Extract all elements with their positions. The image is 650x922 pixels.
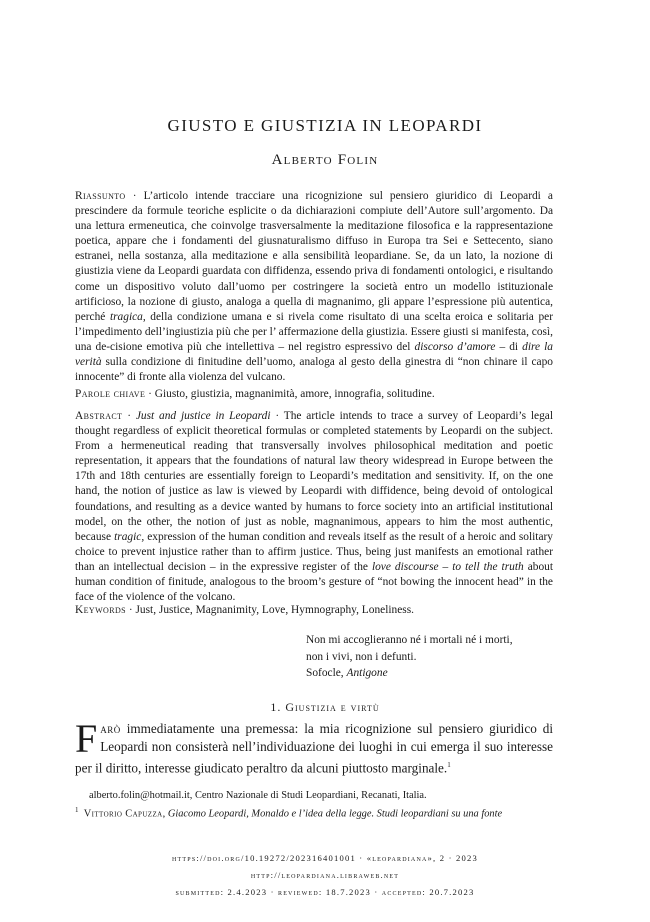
section-number: 1.	[270, 700, 282, 714]
footer-dates-line: submitted: 2.4.2023 · reviewed: 18.7.2023 · accepted: 20.7.2023	[175, 887, 475, 897]
epigraph-source	[306, 665, 566, 682]
section-heading	[0, 700, 650, 715]
parole-chiave-text: Giusto, giustizia, magnanimità, amore, innografia, solitudine.	[154, 388, 435, 400]
riassunto-italic-c: dire la verità	[75, 340, 553, 369]
keywords-text: Just, Justice, Magnanimity, Love, Hymnography, Loneliness.	[135, 604, 414, 616]
section-title: Giustizia e virtù	[285, 700, 380, 714]
riassunto-separator: ·	[125, 190, 144, 202]
abstract-text-c: about human condition of finitude, analogous to the broom’s gesture of “not bowing the innocent head” in the face of the violence of the volcano.	[75, 560, 554, 604]
article-title: GIUSTO E GIUSTIZIA IN LEOPARDI	[167, 116, 483, 135]
abstract-paragraph	[75, 409, 553, 605]
keywords-label: Keywords	[75, 604, 126, 616]
riassunto-text-b: della condizione umana e si rivela come risultato di una scelta eroica e solitaria per l’impedimento dell’ingiustizia più che per l’ affermazione della giustizia. Essere giusti si manifesta, così, una de-cisione emotiva più che intellettiva – nel registro espressivo del	[75, 310, 553, 353]
riassunto-text-a: L’articolo intende tracciare una ricognizione sul pensiero giuridico di Leopardi a prescindere da formule teoriche esplicite o da dichiarazioni compiute dell’Autore sull’argomento. Da una lettura ermeneutica, che coinvolge trasversalmente la meditazione filosofica e la rappresentazione poetica, appare che i fondamenti del giusnaturalismo diffuso in Europa tra Sei e Settecento, siano estranei, nella sostanza, alla meditazione e alla sensibilità leopardiane. Se, da un lato, la nozione di giustizia viene da Leopardi guardata con diffidenza, essendo priva di fondamenti ontologici, e risultando come un dispositivo voluto dall’uomo per costringere la società entro un modello istituzionale artificioso, la nozione di giusto, analoga a quella di magnanimo, gli appare l’espressione più autentica, perché	[75, 190, 553, 323]
abstract-italic-b: love discourse – to tell the truth	[371, 560, 524, 573]
body-smallcaps-start: arò	[100, 721, 121, 736]
riassunto-label: Riassunto	[75, 190, 126, 202]
keywords-line	[75, 603, 553, 618]
riassunto-text-d: sulla condizione di finitudine dell’uomo, analoga al gesto della ginestra di “non chinare il capo innocente” di fronte alla violenza del vulcano.	[75, 356, 553, 384]
epigraph-source-author: Sofocle,	[306, 667, 347, 680]
epigraph-line-1: Non mi accoglieranno né i mortali né i morti,	[306, 634, 513, 646]
abstract-italic-title: Just and justice in Leopardi	[135, 410, 271, 422]
footer-url-line[interactable]: http://leopardiana.libraweb.net	[250, 870, 400, 880]
footnote-1-title: Giacomo Leopardi, Monaldo e l’idea della legge. Studi leopardiani su una fonte	[167, 808, 503, 820]
body-paragraph	[75, 716, 553, 778]
footnote-1	[75, 803, 553, 821]
drop-cap: F	[75, 716, 98, 761]
abstract-separator-2: ·	[270, 410, 284, 422]
footer-doi-line[interactable]: https://doi.org/10.19272/202316401001 · «leopardiana», 2 · 2023	[172, 853, 478, 863]
footnote-1-separator: ,	[162, 808, 168, 820]
parole-chiave-separator: ·	[145, 388, 155, 400]
footnote-reference[interactable]: 1	[447, 761, 451, 770]
parole-chiave-label: Parole chiave	[75, 388, 146, 400]
epigraph-source-work: Antigone	[346, 667, 388, 680]
affiliation-note: alberto.folin@hotmail.it, Centro Nazionale di Studi Leopardiani, Recanati, Italia.	[89, 790, 427, 801]
body-text: immediatamente una premessa: la mia ricognizione sul pensiero giuridico di Leopardi non consisterà nell’individuazione dei luoghi in cui emerga il suo interesse per il diritto, interesse giudicato peraltro da alcuni piuttosto marginale.	[75, 721, 553, 776]
parole-chiave-line	[75, 387, 553, 402]
keywords-separator: ·	[125, 604, 136, 616]
abstract-label: Abstract	[75, 410, 123, 422]
footnote-1-author: Vittorio Capuzza	[83, 808, 163, 820]
epigraph	[306, 632, 566, 682]
riassunto-text-c: – di	[495, 340, 523, 353]
footnote-1-number: 1	[75, 806, 79, 814]
riassunto-italic-a: tragica,	[109, 310, 146, 323]
riassunto-italic-b: discorso d’amore	[414, 340, 496, 353]
epigraph-line-2: non i vivi, non i defunti.	[306, 650, 417, 663]
abstract-text-b: expression of the human condition and reveals itself as the result of a heroic and solitary choice to prevent injustice rather than to affirm justice. Thus, being just manifests an emotional rather than an intellectual decision – in the expressive register of the	[75, 530, 553, 573]
article-author: Alberto Folin	[271, 152, 379, 168]
abstract-italic-a: tragic,	[114, 530, 145, 543]
riassunto-paragraph	[75, 189, 553, 385]
footnotes	[75, 788, 553, 821]
abstract-text-a: The article intends to trace a survey of Leopardi’s legal thought regardless of explicit theoretical formulas or completed statements by Leopardi on the subject. From a hermeneutical reading that transversally involves philosophical meditation and poetic representation, it appears that the foundations of natural law theory widespread in Europe between the 17th and 18th centuries are essentially foreign to Leopardi’s meditation and sensitivity. If, on the one hand, the notion of justice as law is viewed by Leopardi with diffidence, being devoid of ontological foundations, and resulting as a device wanted by humans to force society into an artificial institutional model, on the other, the notion of just as noble, magnanimous, appears to him the most authentic, because	[75, 410, 553, 543]
abstract-separator: ·	[122, 410, 136, 422]
